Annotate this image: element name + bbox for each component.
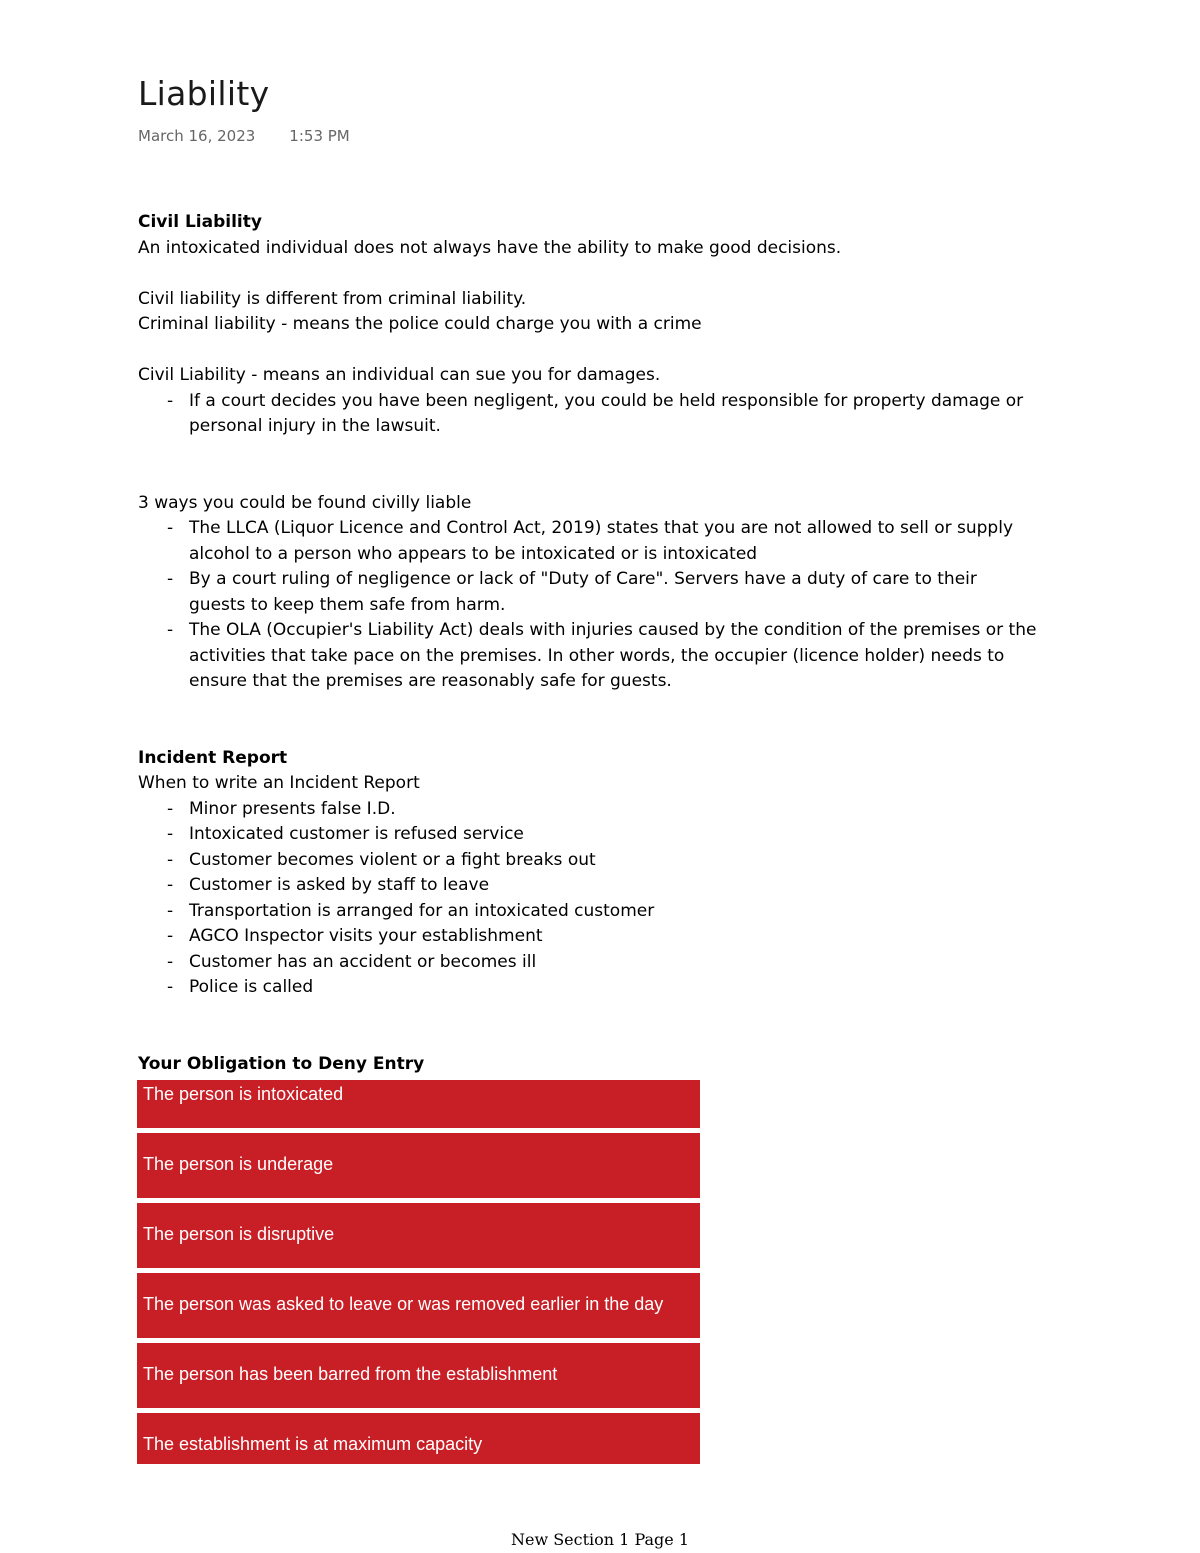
criminal-definition: Criminal liability - means the police could charge you with a crime [138, 314, 702, 334]
deny-item: The establishment is at maximum capacity [137, 1413, 700, 1464]
list-item: - By a court ruling of negligence or lack of "Duty of Care". Servers have a duty of care to their guests to keep them safe from harm. [189, 567, 1038, 618]
page-footer: New Section 1 Page 1 [510, 1530, 690, 1549]
page-timestamp [138, 127, 350, 145]
page-date: March 16, 2023 [138, 127, 256, 145]
list-item: - Customer is asked by staff to leave [189, 873, 1038, 899]
list-item: - Transportation is arranged for an intoxicated customer [189, 899, 1038, 925]
deny-entry-heading: Your Obligation to Deny Entry [138, 1053, 425, 1074]
civil-liability-heading: Civil Liability [138, 212, 262, 232]
list-item: - Police is called [189, 975, 1038, 1001]
incident-list [138, 797, 1038, 1001]
list-item: - AGCO Inspector visits your establishment [189, 924, 1038, 950]
ways-heading: 3 ways you could be found civilly liable [138, 492, 472, 513]
page-content [138, 210, 1038, 1077]
ways-list [138, 516, 1038, 695]
civil-intro: An intoxicated individual does not always have the ability to make good decisions. [138, 237, 842, 258]
incident-subheading: When to write an Incident Report [138, 773, 420, 793]
deny-item: The person was asked to leave or was removed earlier in the day [137, 1273, 700, 1338]
deny-item: The person has been barred from the establishment [137, 1343, 700, 1408]
deny-item: The person is intoxicated [137, 1080, 700, 1128]
deny-entry-list [137, 1080, 700, 1464]
list-item: - The LLCA (Liquor Licence and Control Act, 2019) states that you are not allowed to sell or supply alcohol to a person who appears to be intoxicated or is intoxicated [189, 516, 1038, 567]
civil-bullets [138, 389, 1038, 440]
list-item: - If a court decides you have been negligent, you could be held responsible for property damage or personal injury in the lawsuit. [189, 389, 1038, 440]
deny-item: The person is disruptive [137, 1203, 700, 1268]
list-item: - Intoxicated customer is refused service [189, 822, 1038, 848]
list-item: - The OLA (Occupier's Liability Act) deals with injuries caused by the condition of the premises or the activities that take pace on the premises. In other words, the occupier (licence holder) needs to ensure that the premises are reasonably safe for guests. [189, 618, 1038, 695]
list-item: - Customer has an accident or becomes ill [189, 950, 1038, 976]
civil-definition: Civil Liability - means an individual can sue you for damages. [138, 365, 661, 385]
civil-diff: Civil liability is different from criminal liability. [138, 288, 527, 309]
list-item: - Customer becomes violent or a fight breaks out [189, 848, 1038, 874]
incident-report-heading: Incident Report [138, 747, 288, 768]
page-time: 1:53 PM [289, 127, 350, 145]
page-title: Liability [138, 74, 270, 113]
list-item: - Minor presents false I.D. [189, 797, 1038, 823]
deny-item: The person is underage [137, 1133, 700, 1198]
